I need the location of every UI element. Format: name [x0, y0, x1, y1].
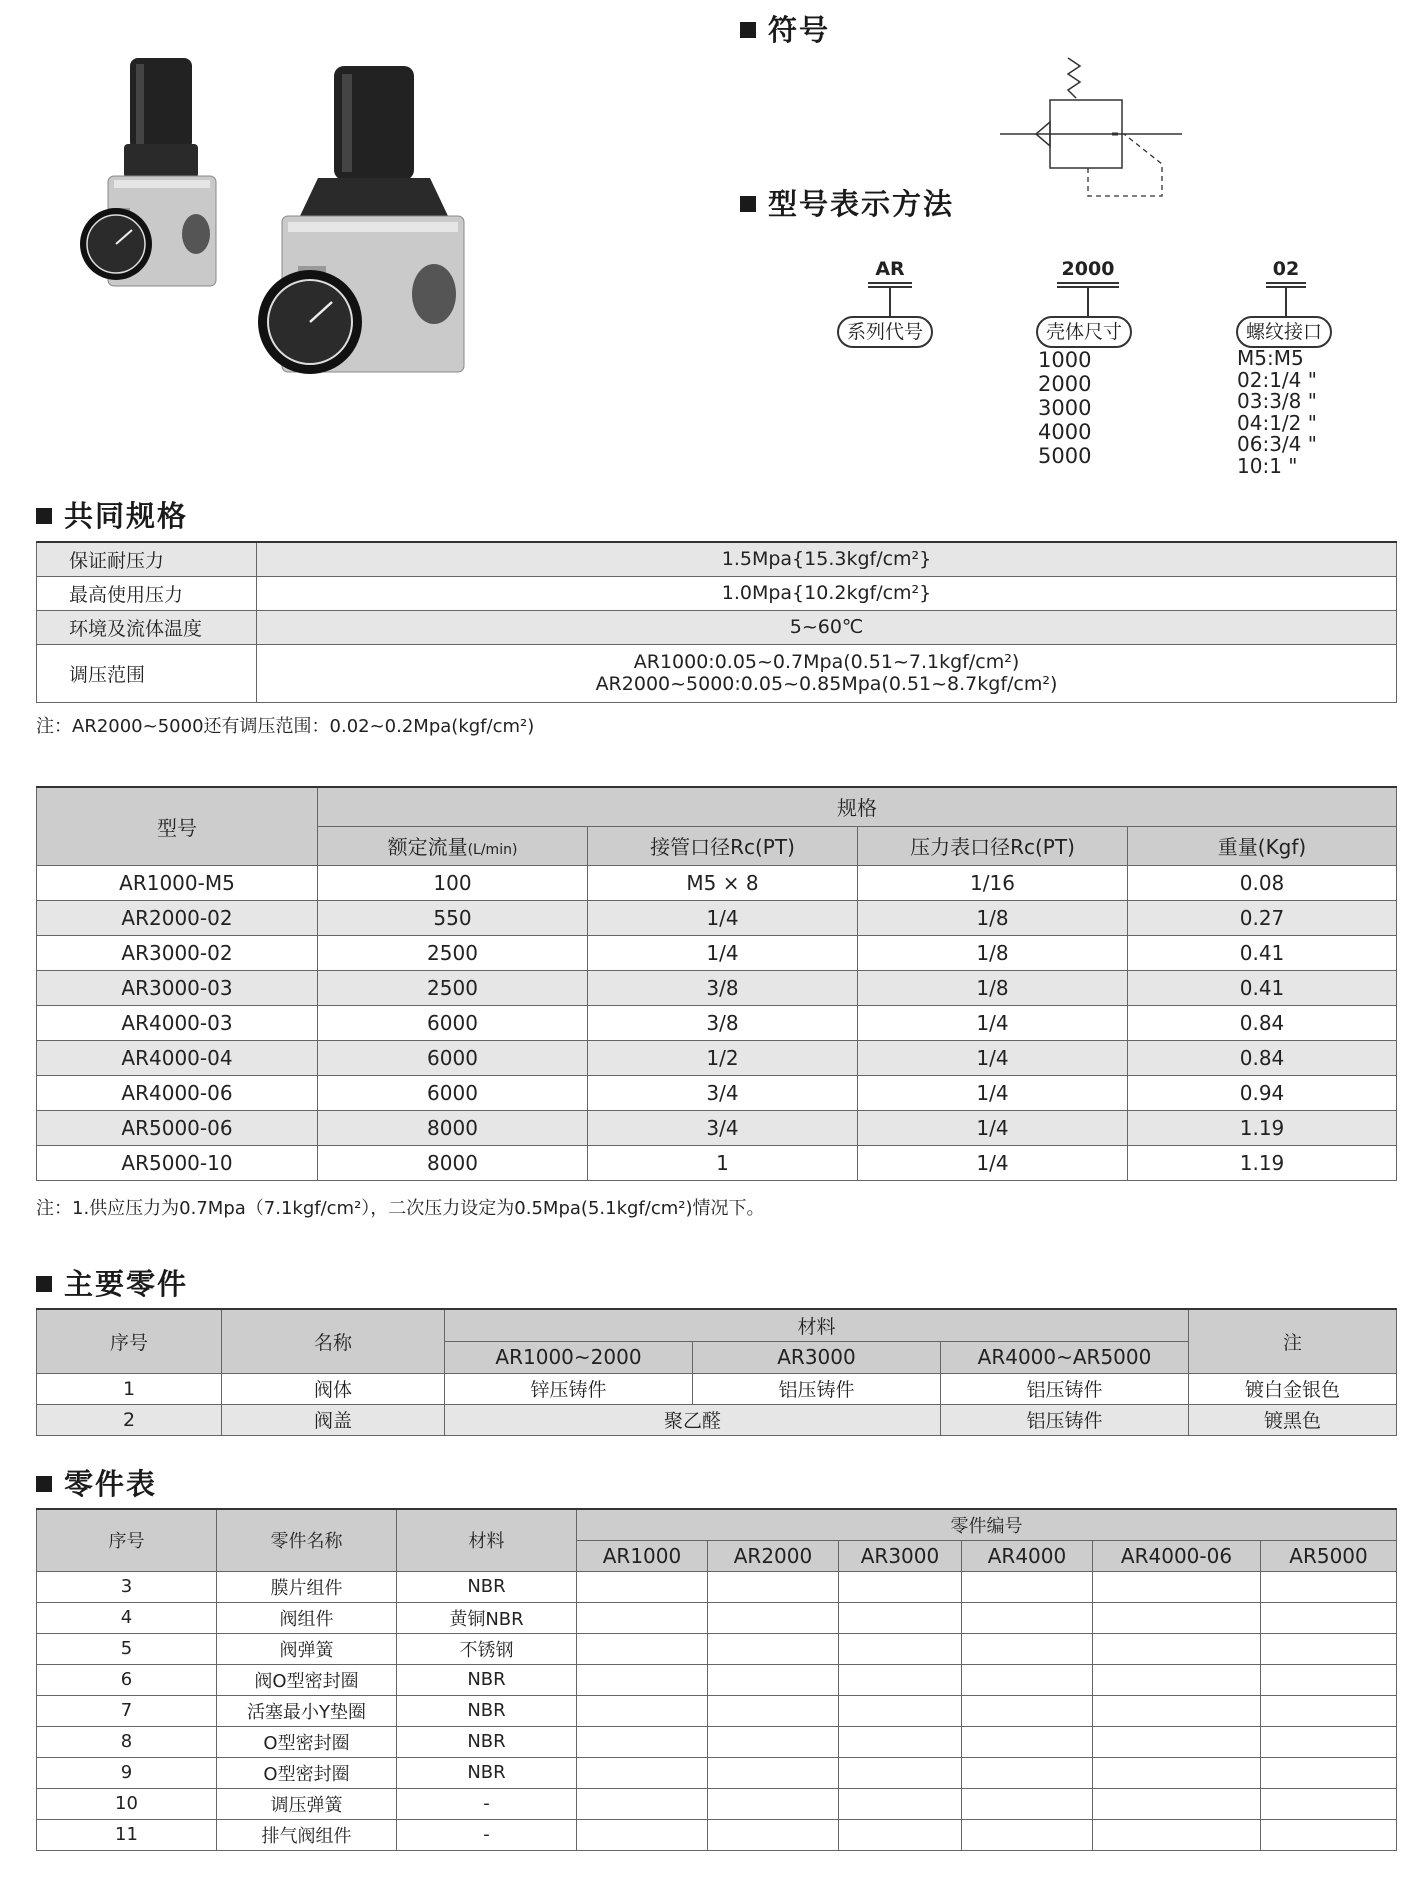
size-code-underline	[1057, 282, 1119, 284]
product-photo-large	[258, 66, 478, 382]
table-row: AR5000-06 8000 3/4 1/4 1.19	[37, 1110, 1397, 1145]
table-row: AR5000-10 8000 1 1/4 1.19	[37, 1145, 1397, 1180]
regulator-symbol-diagram	[1000, 56, 1190, 210]
series-code-underline	[868, 282, 912, 284]
thread-code-underline	[1266, 282, 1306, 284]
header-flow: 额定流量(L/min)	[318, 826, 588, 865]
size-code: 2000	[1061, 258, 1115, 280]
table-row: 1 阀体 锌压铸件 铝压铸件 铝压铸件 镀白金银色	[37, 1373, 1397, 1404]
section-title-parts-list: 零件表	[36, 1462, 157, 1503]
section-title-symbol: 符号	[740, 8, 830, 49]
section-title-main-parts: 主要零件	[36, 1262, 188, 1303]
common-specs-note: 注：AR2000~5000还有调压范围：0.02~0.2Mpa(kgf/cm²)	[36, 716, 535, 737]
table-row: 10 调压弹簧 -	[37, 1788, 1397, 1819]
header-spec: 规格	[318, 787, 1397, 826]
product-photo-small	[78, 58, 238, 298]
main-parts-table: 序号 名称 材料 注 AR1000~2000 AR3000 AR4000~AR5000 1 阀体 锌压铸件 铝压铸件 铝压铸件 镀白金银色 2 阀盖 聚乙醛 铝压铸件 镀黑色	[36, 1308, 1397, 1436]
size-options: 1000 2000 3000 4000 5000	[1038, 348, 1092, 468]
square-bullet-icon	[740, 22, 756, 38]
series-label: 系列代号	[837, 316, 933, 348]
table-row: 4 阀组件 黄铜NBR	[37, 1602, 1397, 1633]
common-specs-table	[36, 541, 1397, 703]
table-row: 11 排气阀组件 -	[37, 1819, 1397, 1850]
header-port: 接管口径Rc(PT)	[588, 826, 858, 865]
table-row: 调压范围 AR1000:0.05~0.7Mpa(0.51~7.1kgf/cm²) AR2000~5000:0.05~0.85Mpa(0.51~8.7kgf/cm²)	[37, 644, 1397, 702]
header-gauge: 压力表口径Rc(PT)	[858, 826, 1128, 865]
thread-label: 螺纹接口	[1236, 316, 1332, 348]
header-model: 型号	[37, 787, 318, 865]
table-row: AR1000-M5 100 M5 × 8 1/16 0.08	[37, 865, 1397, 900]
table-row: 最高使用压力 1.0Mpa{10.2kgf/cm²}	[37, 576, 1397, 610]
section-title-model-method: 型号表示方法	[740, 182, 954, 223]
model-spec-table	[36, 786, 1397, 1181]
table-row: 6 阀O型密封圈 NBR	[37, 1664, 1397, 1695]
table-row: 9 O型密封圈 NBR	[37, 1757, 1397, 1788]
table-row: 保证耐压力 1.5Mpa{15.3kgf/cm²}	[37, 542, 1397, 576]
table-row: AR3000-03 2500 3/8 1/8 0.41	[37, 970, 1397, 1005]
table-row: AR3000-02 2500 1/4 1/8 0.41	[37, 935, 1397, 970]
square-bullet-icon	[36, 508, 52, 524]
square-bullet-icon	[36, 1476, 52, 1492]
series-code: AR	[875, 258, 905, 280]
table-row: AR4000-03 6000 3/8 1/4 0.84	[37, 1005, 1397, 1040]
thread-options: M5:M5 02:1/4 " 03:3/8 " 04:1/2 " 06:3/4 " 10:1 "	[1237, 346, 1317, 478]
table-row: 2 阀盖 聚乙醛 铝压铸件 镀黑色	[37, 1404, 1397, 1435]
table-row: AR4000-04 6000 1/2 1/4 0.84	[37, 1040, 1397, 1075]
parts-list-table: 序号 零件名称 材料 零件编号 AR1000 AR2000 AR3000 AR4000 AR4000-06 AR5000 3 膜片组件 NBR 4 阀组件 黄铜NBR 5 阀弹簧 不锈钢 6 阀O型密封圈 NBR 7 活塞最小Y垫圈 NBR 8 O型密封圈 NBR 9 O型密封圈 NBR 10 调压弹簧 - 11 排气阀组件 -	[36, 1508, 1397, 1851]
size-label: 壳体尺寸	[1036, 316, 1132, 348]
model-table-note: 注：1.供应压力为0.7Mpa（7.1kgf/cm²），二次压力设定为0.5Mpa(5.1kgf/cm²)情况下。	[36, 1198, 765, 1219]
table-row: 环境及流体温度 5~60℃	[37, 610, 1397, 644]
thread-code: 02	[1272, 258, 1300, 280]
table-row: 8 O型密封圈 NBR	[37, 1726, 1397, 1757]
table-row: AR2000-02 550 1/4 1/8 0.27	[37, 900, 1397, 935]
table-row: 3 膜片组件 NBR	[37, 1571, 1397, 1602]
table-row: AR4000-06 6000 3/4 1/4 0.94	[37, 1075, 1397, 1110]
square-bullet-icon	[36, 1276, 52, 1292]
table-row: 5 阀弹簧 不锈钢	[37, 1633, 1397, 1664]
table-row: 7 活塞最小Y垫圈 NBR	[37, 1695, 1397, 1726]
square-bullet-icon	[740, 196, 756, 212]
section-title-common-specs: 共同规格	[36, 494, 188, 535]
header-weight: 重量(Kgf)	[1128, 826, 1397, 865]
